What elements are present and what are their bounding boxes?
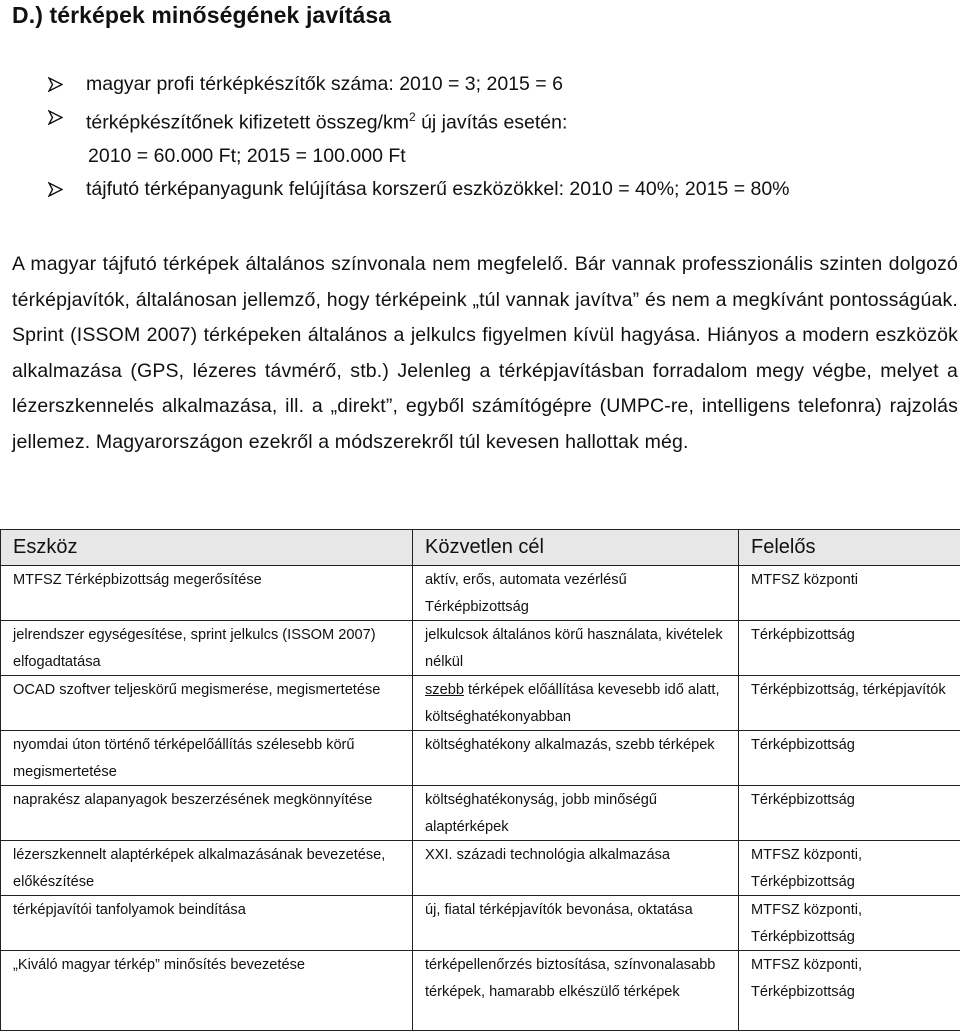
cell-felelos: Térképbizottság (739, 786, 960, 841)
table-row (1, 566, 960, 621)
table-row (1, 786, 960, 841)
cell-cel (413, 676, 739, 731)
cell-felelos: Térképbizottság, térképjavítók (739, 676, 960, 731)
arrowhead-bullet-icon (48, 182, 63, 197)
cell-cel: XXI. századi technológia alkalmazása (413, 841, 739, 896)
arrowhead-bullet-icon (48, 110, 63, 125)
bullet-continuation: 2010 = 60.000 Ft; 2015 = 100.000 Ft (86, 140, 948, 173)
bullet-item (48, 173, 948, 206)
underlined-word: szebb (425, 682, 464, 698)
measures-table (0, 529, 960, 1031)
cell-cel: költséghatékony alkalmazás, szebb térképek (413, 731, 739, 786)
cell-eszkoz: naprakész alapanyagok beszerzésének megkönnyítése (1, 786, 413, 841)
cell-felelos: MTFSZ központi (739, 566, 960, 621)
superscript-two: 2 (409, 110, 416, 124)
cell-cel: aktív, erős, automata vezérlésű Térképbizottság (413, 566, 739, 621)
column-header-felelos: Felelős (739, 530, 960, 566)
bullet-text: tájfutó térképanyagunk felújítása korszerű eszközökkel: 2010 = 40%; 2015 = 80% (86, 178, 790, 200)
cell-cel: új, fiatal térképjavítók bevonása, oktatása (413, 896, 739, 951)
column-header-kozvetlen-cel: Közvetlen cél (413, 530, 739, 566)
table-row (1, 676, 960, 731)
bullet-text-end: új javítás esetén: (416, 112, 568, 134)
bullet-list (48, 68, 948, 206)
cell-cel-rest: térképek előállítása kevesebb idő alatt, költséghatékonyabban (425, 682, 720, 725)
table-row (1, 841, 960, 896)
cell-eszkoz: nyomdai úton történő térképelőállítás szélesebb körű megismertetése (1, 731, 413, 786)
cell-felelos: Térképbizottság (739, 621, 960, 676)
bullet-item (48, 68, 948, 101)
cell-eszkoz: OCAD szoftver teljeskörű megismerése, megismertetése (1, 676, 413, 731)
cell-felelos: MTFSZ központi, Térképbizottság (739, 896, 960, 951)
table-row (1, 951, 960, 1031)
cell-felelos: MTFSZ központi, Térképbizottság (739, 841, 960, 896)
bullet-text: magyar profi térképkészítők száma: 2010 = 3; 2015 = 6 (86, 73, 563, 95)
cell-felelos: Térképbizottság (739, 731, 960, 786)
cell-eszkoz: jelrendszer egységesítése, sprint jelkulcs (ISSOM 2007) elfogadtatása (1, 621, 413, 676)
cell-eszkoz: térképjavítói tanfolyamok beindítása (1, 896, 413, 951)
section-heading: D.) térképek minőségének javítása (12, 2, 391, 29)
cell-cel: térképellenőrzés biztosítása, színvonalasabb térképek, hamarabb elkészülő térképek (413, 951, 739, 1031)
table-row (1, 621, 960, 676)
table-row (1, 731, 960, 786)
cell-eszkoz: MTFSZ Térképbizottság megerősítése (1, 566, 413, 621)
table-row (1, 896, 960, 951)
table-header-row (1, 530, 960, 566)
bullet-item (48, 101, 948, 173)
column-header-eszkoz: Eszköz (1, 530, 413, 566)
bullet-text: térképkészítőnek kifizetett összeg/km (86, 112, 409, 134)
cell-felelos: MTFSZ központi, Térképbizottság (739, 951, 960, 1031)
cell-cel: költséghatékonyság, jobb minőségű alaptérképek (413, 786, 739, 841)
cell-eszkoz: „Kiváló magyar térkép” minősítés bevezetése (1, 951, 413, 1031)
cell-eszkoz: lézerszkennelt alaptérképek alkalmazásának bevezetése, előkészítése (1, 841, 413, 896)
body-paragraph: A magyar tájfutó térképek általános színvonala nem megfelelő. Bár vannak professzionális szinten dolgozó térképjavítók, általánosan jellemző, hogy térképeink „túl vannak javítva” és nem a megkívánt pontosságúak. Sprint (ISSOM 2007) térképeken általános a jelkulcs figyelmen kívül hagyása. Hiányos a modern eszközök alkalmazása (GPS, lézeres távmérő, stb.) Jelenleg a térképjavításban forradalom megy végbe, melyet a lézerszkennelés alkalmazása, ill. a „direkt”, egyből számítógépre (UMPC-re, intelligens telefonra) rajzolás jellemez. Magyarországon ezekről a módszerekről túl kevesen hallottak még. (12, 247, 958, 461)
arrowhead-bullet-icon (48, 77, 63, 92)
cell-cel: jelkulcsok általános körű használata, kivételek nélkül (413, 621, 739, 676)
